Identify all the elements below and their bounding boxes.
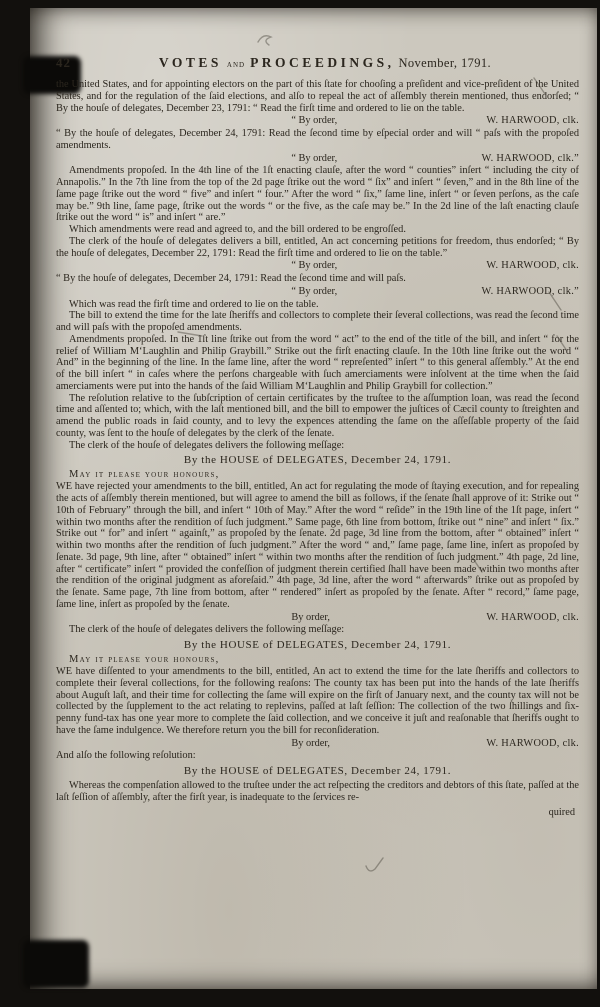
paragraph: Amendments propoſed. In the 4th line of the 1ſt enacting clauſe, after the word “ counties” inſert “ including the city of Annapolis.” In the 7th line from the top of the 2d page ſtrike out the word “ ſix” and inſert “ ſeven,” and in the 8th line of the ſame page ſtrike out the word “ five” and inſert “ four.” After the word “ ſix,” ſame line, inſert “ or ſeven perſons, as the caſe may be.” 9th line, ſame page, ſtrike out the words “ or the five, as the caſe may be.” In the 2d line of the laſt enacting clauſe ſtrike out the word “ is” and inſert “ are.”	[56, 165, 579, 224]
attribution-line	[56, 612, 579, 624]
salutation: May it please your honours,	[69, 654, 220, 665]
paragraph: “ By the houſe of delegates, December 24, 1791: Read the ſecond time by eſpecial order and will “ paſs with the propoſed amendments.	[56, 128, 579, 151]
clerk-signature: W. HARWOOD, clk.”	[481, 152, 579, 164]
attribution-line	[56, 115, 579, 127]
paragraph: WE have diſſented to your amendments to the bill, entitled, An act to extend the time for the late ſheriffs and collectors to complete their ſeveral collections, for the following reaſons: The county tax has been put into the hands of the late ſheriffs about Auguſt laſt, and their time for collecting the ſame will expire on the firſt of January next, and the county tax will not be collected by the ſupplement to the act relating to replevins, paſſed at laſt ſeſſion: The collection of the two ſhillings and ſix-penny fund-tax has one year more to complete the ſaid collection, and we conceive it juſt and reaſonable that ſheriffs ought to have the ſame indulgence. We therefore return you the bill for reconſideration.	[56, 666, 579, 736]
by-order-text: “ By order,	[291, 285, 338, 297]
paragraph: the United States, and for appointing electors on the part of this ſtate for chooſing a preſident and vice-preſident of the United States, and for the regulation of the ſaid elections, and alſo to repeal the act of aſſembly therein mentioned, thus endorſed; “ By the houſe of delegates, December 23, 1791: “ Read the firſt time and ordered to lie on the table.	[56, 79, 579, 114]
clerk-signature: W. HARWOOD, clk.	[486, 611, 579, 623]
journal-title-word-votes: VOTES	[158, 55, 222, 70]
by-order-text: By order,	[291, 611, 330, 623]
paragraph: Amendments propoſed. In the 1ſt line ſtrike out from the word “ act” to the end of the title of the bill, and inſert “ for the relief of William M‘Laughlin and Philip Graybill.” Strike out the firſt enacting clauſe. In the 10th line ſtrike out the word “ And” in the beginning of the line. In the ſame line, after the word “ repreſented” inſert “ to this general aſſembly.” At the end of the bill inſert “ in caſes where the perſons chargeable with ſuch amerciaments were inſolvent at the time when the ſaid amerciaments were put into the hands of the ſaid William M‘Laughlin and Philip Graybill for collection.”	[56, 333, 579, 392]
by-order-text: By order,	[291, 737, 330, 749]
catchword: quired	[548, 806, 575, 818]
section-heading: By the HOUSE of DELEGATES, December 24, 1791.	[183, 765, 452, 777]
paragraph: Which amendments were read and agreed to, and the bill ordered to be engroſſed.	[69, 224, 406, 235]
attribution-line	[56, 738, 579, 750]
paragraph: The bill to extend the time for the late ſheriffs and collectors to complete their ſeveral collections, was read the ſecond time and will paſs with the propoſed amendments.	[56, 310, 579, 333]
journal-title-date: November, 1791.	[398, 56, 492, 70]
by-order-text: “ By order,	[291, 115, 338, 127]
section-heading: By the HOUSE of DELEGATES, December 24, 1791.	[183, 454, 452, 467]
by-order-text: “ By order,	[291, 152, 338, 164]
salutation: May it please your honours,	[69, 469, 220, 481]
journal-title	[71, 54, 579, 72]
clerk-signature: W. HARWOOD, clk.	[486, 115, 579, 127]
scan-artifact-blob-bottom-left	[23, 940, 89, 988]
by-order-text: “ By order,	[291, 260, 338, 272]
attribution-line	[56, 153, 579, 165]
paragraph: Which was read the firſt time and ordered to lie on the table.	[69, 298, 319, 310]
page-header	[56, 54, 579, 72]
paragraph: The reſolution relative to the ſubſcription of certain certificates by the truſtee to the aſſumption loan, was read the ſecond time and aſſented to; which, with the laſt mentioned bill, and the bill to empower the juſtices of Cæcil county to ſtreighten and amend the public roads in ſaid county, and to levy the expences attending the ſame on the aſſeſſable property of the ſaid county, was ſent to the houſe of delegates by the clerk of the ſenate.	[56, 392, 579, 439]
paragraph: The clerk of the houſe of delegates delivers a bill, entitled, An act concerning petitions for freedom, thus endorſed; “ By the houſe of delegates, December 22, 1791: Read the firſt time and ordered to lie on the table.”	[56, 235, 579, 259]
attribution-line	[56, 286, 579, 298]
journal-title-word-and: and	[226, 59, 246, 70]
paragraph: The clerk of the houſe of delegates delivers the following meſſage:	[69, 624, 345, 636]
clerk-signature: W. HARWOOD, clk.	[486, 260, 579, 272]
page-number: 42	[56, 55, 71, 70]
paragraph: Whereas the compenſation allowed to the truſtee under the act reſpecting the creditors and debtors of this ſtate, paſſed at the laſt ſeſſion of aſſembly, after the firſt year, is inadequate to the ſervices re-	[56, 780, 579, 803]
text-area	[56, 54, 579, 818]
paragraph: The clerk of the houſe of delegates delivers the following meſſage:	[69, 439, 345, 451]
paragraph: WE have rejected your amendments to the bill, entitled, An act for regulating the mode of ſtaying execution, and for repealing the acts of aſſembly therein mentioned, but will agree to amend the bill as follows, if the ſenate ſhall approve of it: Strike out “ 10th of February” through the bill, and inſert “ 10th of May.” After the word “ reſide” in the 19th line of the 1ſt page, inſert “ within two months after the rendition of ſuch judgment.” Same page, 6th line from bottom, ſtrike out “ nine” and inſert “ ſix.” Strike out “ for” and inſert “ againſt,” as propoſed by the ſenate. 2d page, 3d line from the bottom, after “ obtained” inſert “ within two months after the rendition of ſuch judgment.” After the word “ and,” ſame page, ſame line, inſert as propoſed by ſenate. 3d page, 9th line, after “ obtained” inſert “ within two months after the rendition of ſuch judgment.” 4th page, 2d line, after “ certificate” inſert “ provided the confeſſion of judgment therein certified ſhall have been made within two months after the rendition of the original judgment as aforeſaid.” 4th page, 3d line, after the word “ afterwards” ſtrike out as propoſed by the ſenate. Same page, 7th line from bottom, after “ rendered” inſert as propoſed by the ſenate. After “ record,” ſame page, ſame line, inſert as propoſed by the ſenate.	[56, 481, 579, 610]
section-heading: By the HOUSE of DELEGATES, December 24, 1791.	[183, 639, 452, 651]
paragraph: And alſo the following reſolution:	[56, 750, 196, 762]
text-column	[56, 79, 579, 818]
attribution-line	[56, 260, 579, 272]
journal-title-word-proceedings: PROCEEDINGS,	[250, 55, 395, 70]
paragraph: “ By the houſe of delegates, December 24, 1791: Read the ſecond time and will paſs.	[56, 273, 406, 284]
clerk-signature: W. HARWOOD, clk.	[486, 737, 579, 749]
clerk-signature: W. HARWOOD, clk.”	[481, 285, 579, 297]
